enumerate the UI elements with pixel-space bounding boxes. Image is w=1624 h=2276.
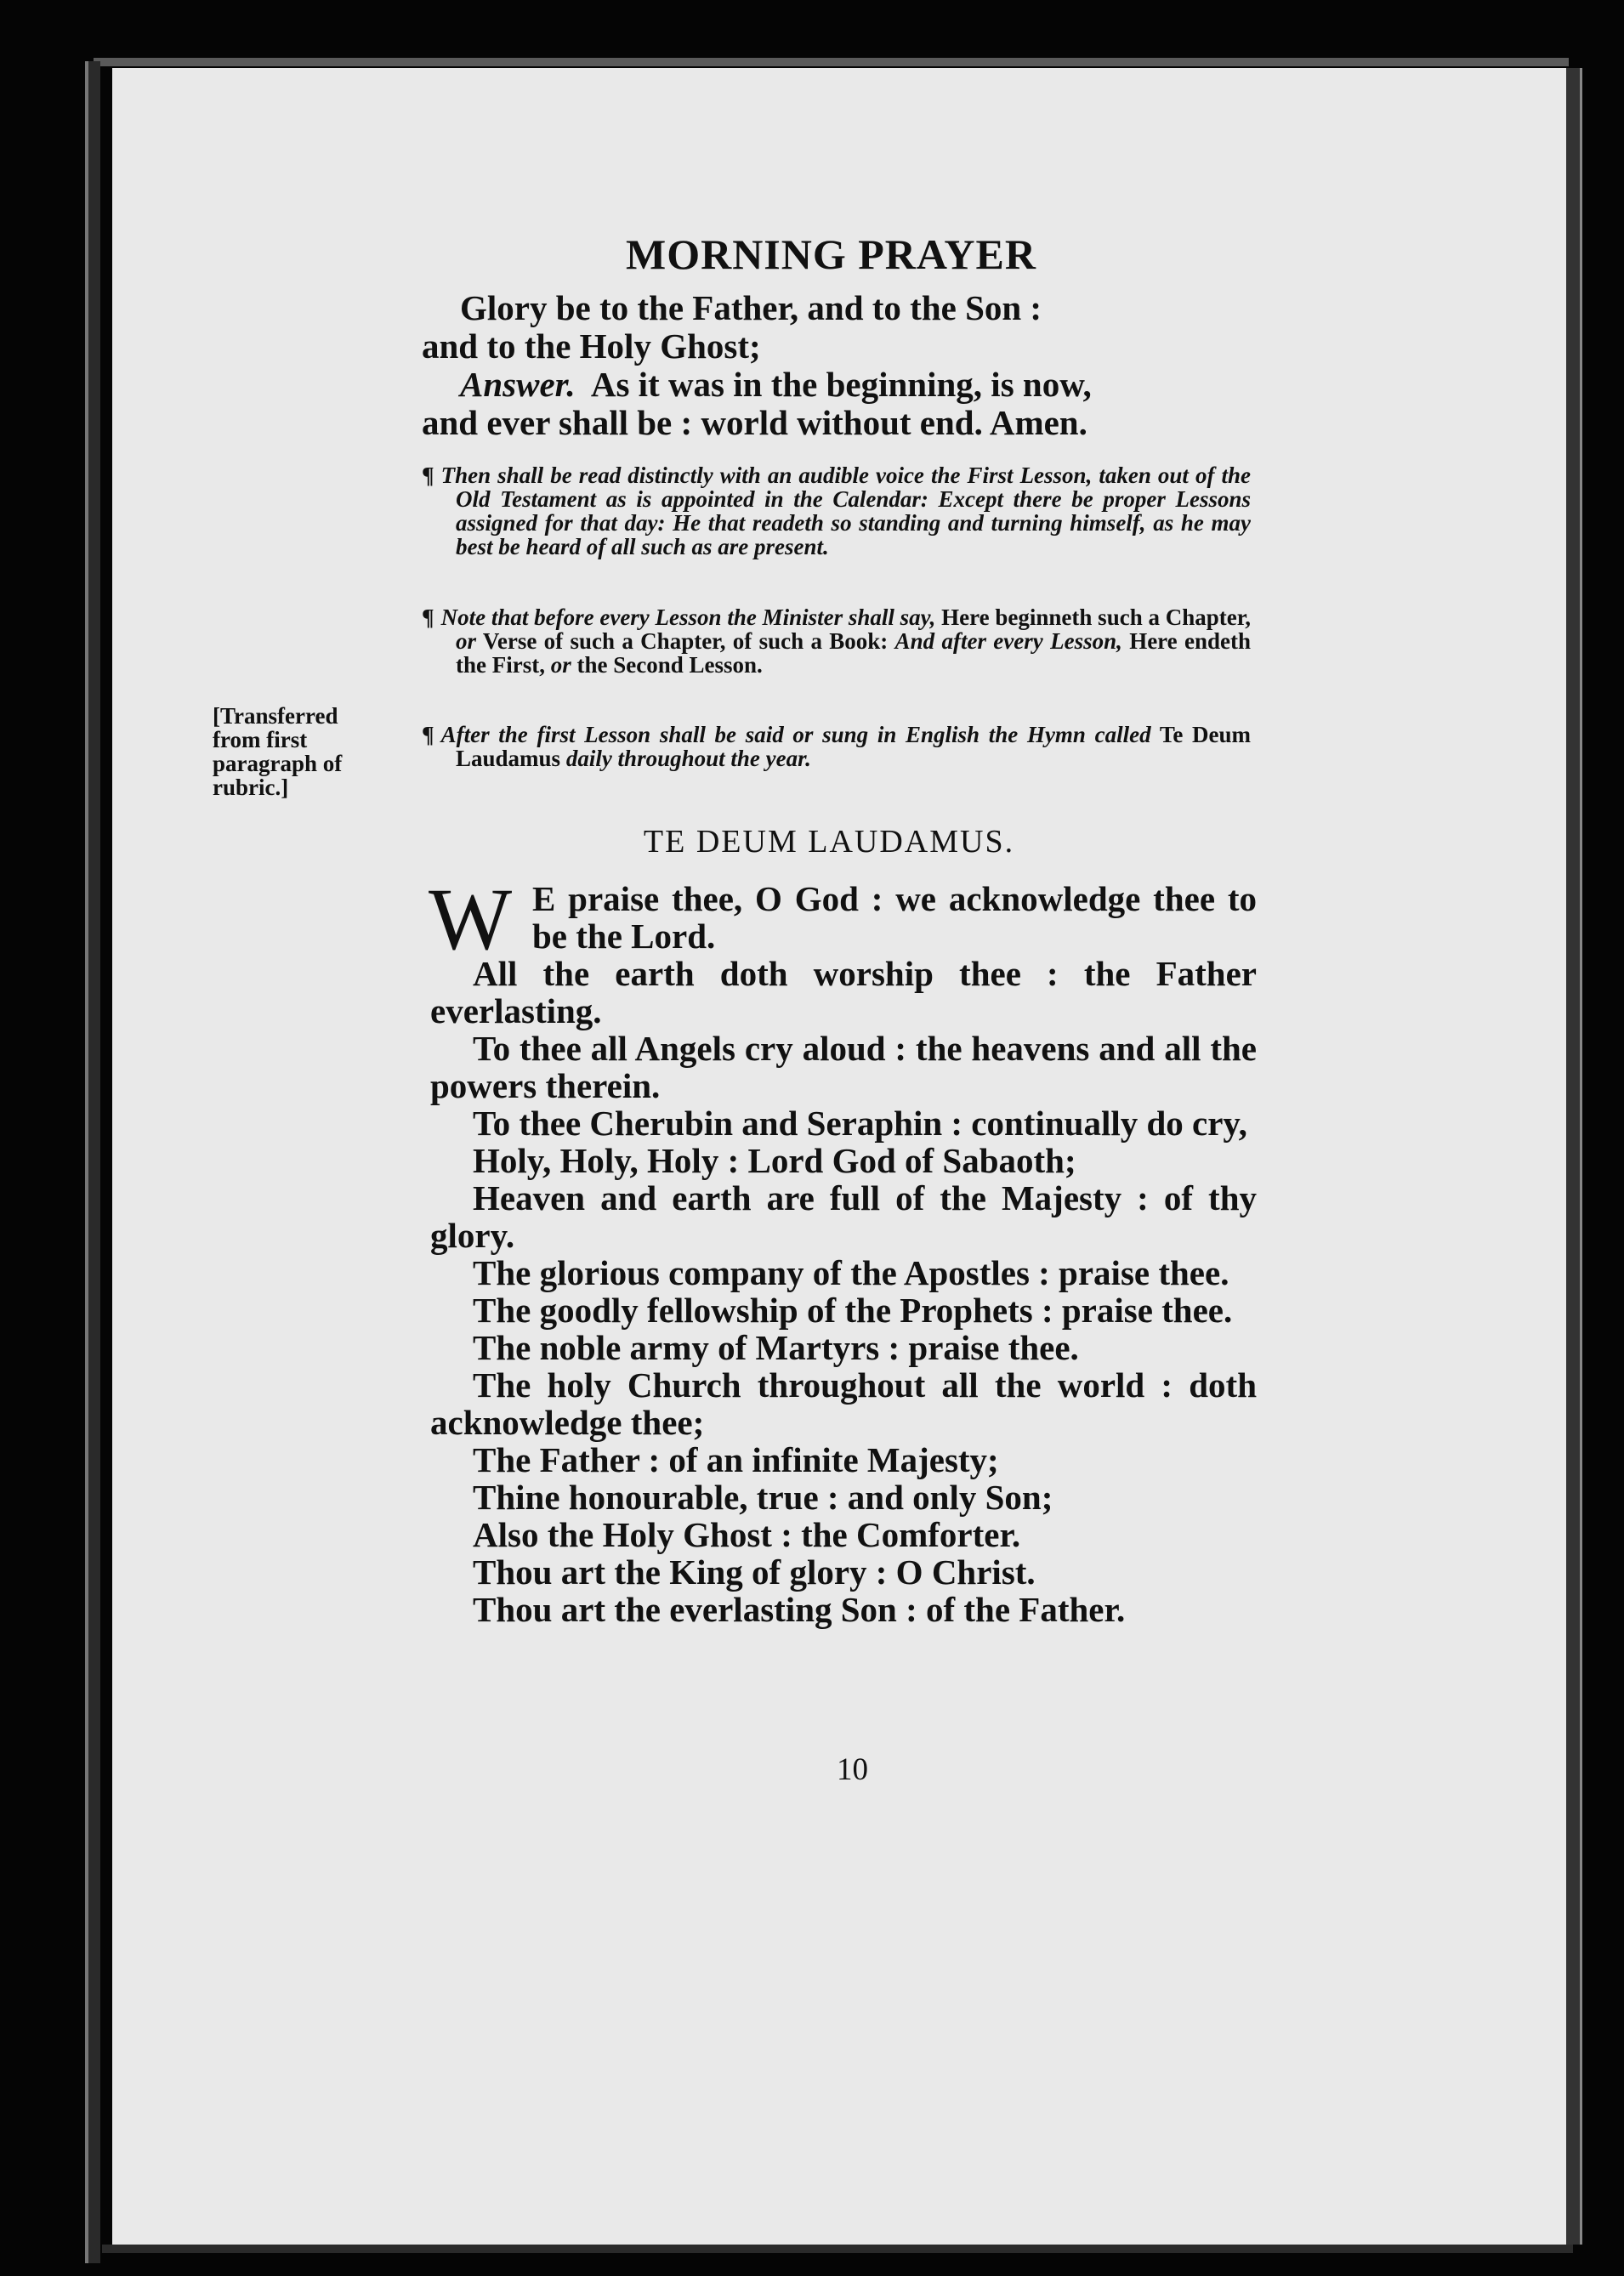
verse: To thee all Angels cry aloud : the heavens and all the powers therein. xyxy=(430,1029,1257,1105)
rubric-roman: Te Deum Laudamus xyxy=(456,722,1251,771)
rubric-italic: daily throughout the year. xyxy=(565,746,811,771)
verse: Heaven and earth are full of the Majesty : of thy glory. xyxy=(430,1178,1257,1255)
pilcrow-icon: ¶ xyxy=(422,463,434,488)
verse: Holy, Holy, Holy : Lord God of Sabaoth; xyxy=(473,1141,1076,1180)
rubric-italic: or xyxy=(550,652,571,678)
rubric-roman: Here endeth the First, xyxy=(456,628,1251,678)
gloria-answer-line xyxy=(422,366,1251,404)
gloria-patri xyxy=(422,289,1251,442)
rubric-italic: or xyxy=(456,628,477,654)
verse: Also the Holy Ghost : the Comforter. xyxy=(473,1515,1021,1554)
page-right-edge xyxy=(1566,68,1582,2245)
page-number: 10 xyxy=(837,1752,868,1787)
gloria-line-2: and to the Holy Ghost; xyxy=(422,326,761,366)
verse: Thou art the everlasting Son : of the Father. xyxy=(473,1590,1126,1629)
gloria-line-4: and ever shall be : world without end. Amen. xyxy=(422,403,1087,442)
rubric-roman: Verse of such a Chapter, of such a Book: xyxy=(482,628,889,654)
hymn-title: TE DEUM LAUDAMUS. xyxy=(643,824,1015,860)
rubric-italic: After the first Lesson shall be said or sung in English the Hymn called xyxy=(440,722,1151,747)
verse: The glorious company of the Apostles : praise thee. xyxy=(473,1253,1229,1292)
pilcrow-icon: ¶ xyxy=(422,722,434,747)
gloria-line-1: Glory be to the Father, and to the Son : xyxy=(460,288,1042,327)
page-title: MORNING PRAYER xyxy=(626,230,1036,278)
rubric-lesson-note xyxy=(422,605,1251,677)
rubric-roman: the Second Lesson. xyxy=(576,652,763,678)
verse: Thine honourable, true : and only Son; xyxy=(473,1478,1053,1517)
rubric-te-deum xyxy=(422,723,1251,770)
pilcrow-icon: ¶ xyxy=(422,604,434,630)
first-verse-text: E praise thee, O God : we acknowledge thee to be the Lord. xyxy=(532,879,1257,956)
verse: Thou art the King of glory : O Christ. xyxy=(473,1552,1036,1592)
drop-cap: W xyxy=(429,871,513,968)
verse: The holy Church throughout all the world : doth acknowledge thee; xyxy=(430,1365,1257,1442)
rubric-italic: Note that before every Lesson the Minister shall say, xyxy=(440,604,936,630)
page-bottom-edge xyxy=(102,2245,1573,2253)
rubric-first-lesson xyxy=(422,463,1251,559)
margin-note: [Transferred from first paragraph of rubric.] xyxy=(213,703,343,800)
rubric-italic: And after every Lesson, xyxy=(894,628,1122,654)
verse: All the earth doth worship thee : the Father everlasting. xyxy=(430,954,1257,1030)
verse: The Father : of an infinite Majesty; xyxy=(473,1440,999,1479)
page-top-edge xyxy=(94,58,1569,66)
answer-label: Answer. xyxy=(460,365,576,404)
gloria-line-3: As it was in the beginning, is now, xyxy=(590,365,1092,404)
verse: The goodly fellowship of the Prophets : praise thee. xyxy=(473,1291,1233,1330)
first-verse xyxy=(429,871,1257,968)
rubric-text: Then shall be read distinctly with an audible voice the First Lesson, taken out of the Old Testament as is appointed in the Calendar: Except there be proper Lessons assigned for that day: He that readeth so standing and turning himself, as he may best be heard of all such as are present. xyxy=(440,463,1251,559)
te-deum-text xyxy=(429,871,1257,1629)
verse: To thee Cherubin and Seraphin : continually do cry, xyxy=(473,1104,1247,1143)
verse: The noble army of Martyrs : praise thee. xyxy=(473,1328,1079,1367)
book-spine-edge xyxy=(85,61,100,2263)
rubric-roman: Here beginneth such a Chapter, xyxy=(941,604,1251,630)
